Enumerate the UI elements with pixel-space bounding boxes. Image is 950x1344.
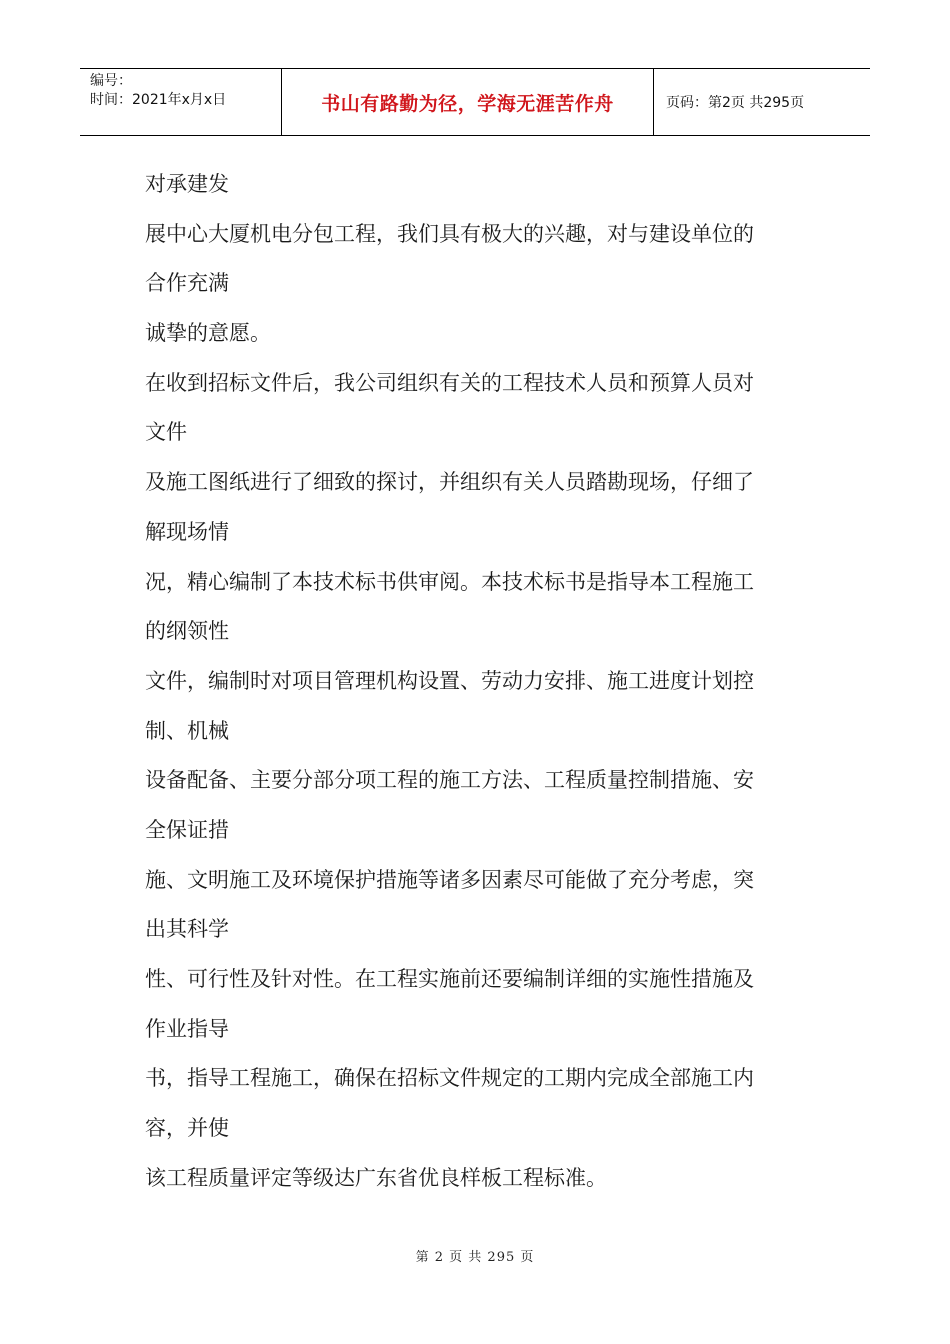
body-line: 展中心大厦机电分包工程，我们具有极大的兴趣，对与建设单位的 (145, 221, 754, 246)
body-line: 全保证措 (145, 817, 229, 842)
header-motto: 书山有路勤为径，学海无涯苦作舟 (282, 69, 654, 135)
body-line: 文件 (145, 420, 187, 445)
page-header (80, 68, 870, 136)
document-number-label: 编号： (90, 73, 132, 89)
body-line: 诚挚的意愿。 (145, 321, 271, 346)
body-line: 性、可行性及针对性。在工程实施前还要编制详细的实施性措施及 (145, 967, 754, 991)
body-line: 解现场情 (145, 519, 229, 544)
body-line: 及施工图纸进行了细致的探讨，并组织有关人员踏勘现场，仔细了 (145, 470, 754, 495)
body-line: 容，并使 (145, 1116, 229, 1141)
body-line: 该工程质量评定等级达广东省优良样板工程标准。 (145, 1165, 607, 1190)
body-line: 对承建发 (145, 172, 229, 196)
body-line: 出其科学 (145, 917, 229, 942)
body-line: 制、机械 (145, 718, 229, 743)
body-line: 文件，编制时对项目管理机构设置、劳动力安排、施工进度计划控 (145, 668, 754, 693)
body-line: 合作充满 (145, 271, 229, 296)
body-line: 设备配备、主要分部分项工程的施工方法、工程质量控制措施、安 (145, 768, 754, 793)
header-meta (80, 69, 282, 135)
body-line: 的纲领性 (145, 619, 229, 644)
page-footer: 第 2 页 共 295 页 (415, 1250, 535, 1265)
body-line: 况，精心编制了本技术标书供审阅。本技术标书是指导本工程施工 (145, 569, 754, 594)
header-page-info: 页码：第2页 共295页 (666, 95, 805, 111)
body-line: 在收到招标文件后，我公司组织有关的工程技术人员和预算人员对 (145, 370, 754, 395)
body-line: 作业指导 (145, 1016, 229, 1041)
document-body (145, 160, 805, 1203)
body-line: 施、文明施工及环境保护措施等诸多因素尽可能做了充分考虑，突 (145, 867, 754, 892)
body-line: 书，指导工程施工，确保在招标文件规定的工期内完成全部施工内 (145, 1066, 754, 1091)
document-date-label: 时间：2021年x月x日 (90, 92, 227, 108)
